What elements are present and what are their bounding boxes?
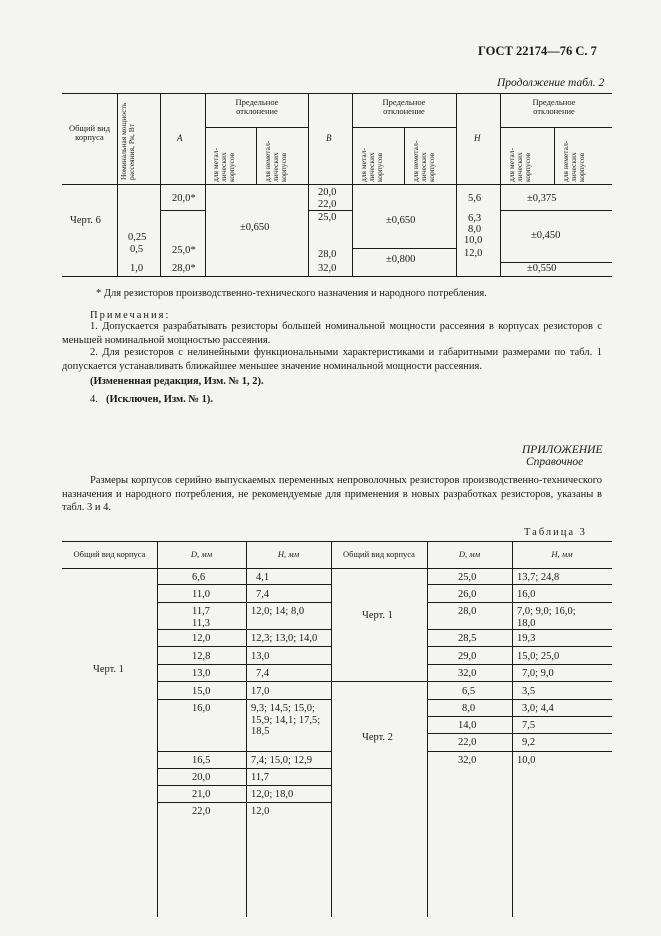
t3-header-body-right: Общий вид корпуса (343, 549, 415, 559)
b-value: 28,0 (318, 249, 337, 260)
t3-left-h: 13,0 (251, 651, 270, 662)
t3-right-d: 32,0 (458, 668, 477, 679)
t3-left-h: 12,0; 14; 8,0 (251, 606, 305, 617)
t3-left-h: 7,4 (256, 589, 270, 600)
t3-left-h: 4,1 (256, 572, 270, 583)
b-deviation: ±0,800 (386, 254, 416, 265)
t3-right-h: 19,3 (517, 633, 536, 644)
t3-left-d: 6,6 (192, 572, 206, 583)
t3-right-h: 7,5 (522, 720, 536, 731)
t3-right-d: 32,0 (458, 755, 477, 766)
b-value: 20,0 (318, 187, 337, 198)
t3-right-d: 8,0 (462, 703, 476, 714)
appendix-subtitle: Справочное (526, 456, 584, 468)
h-value: 6,3 (468, 213, 482, 224)
t3-left-h: 12,0 (251, 806, 270, 817)
t3-left-d: 22,0 (192, 806, 211, 817)
note-1: 1. Допускается разрабатывать резисторы большей номинальной мощности рассеяния в корпусах резисторов с меньшей номинальной мощностью рассеяния. (62, 321, 602, 346)
t3-right-h: 3,5 (522, 686, 536, 697)
t3-right-d: 28,5 (458, 633, 477, 644)
t3-left-h: 7,4; 15,0; 12,9 (251, 755, 312, 766)
a-value: 25,0* (172, 245, 196, 256)
h-value: 5,6 (468, 193, 482, 204)
subheader-metal-a: для метал-лических корпусов (211, 148, 236, 182)
a-value: 28,0* (172, 263, 196, 274)
t3-right-h: 3,0; 4,4 (522, 703, 554, 714)
t3-left-d: 16,5 (192, 755, 211, 766)
h-value: 10,0 (464, 235, 483, 246)
t3-left-h: 17,0 (251, 686, 270, 697)
t3-right-d: 28,0 (458, 606, 477, 617)
page-title: ГОСТ 22174—76 С. 7 (478, 44, 597, 58)
t3-right-h: 7,0; 9,0 (522, 668, 554, 679)
t3-right-d: 25,0 (458, 572, 477, 583)
t3-right-group-1: Черт. 1 (362, 610, 393, 621)
subheader-metal-h: для метал-лических корпусов (507, 148, 532, 182)
group-deviation-a: Предельное отклонение (235, 97, 279, 116)
subheader-nonmetal-b: для неметал-лических корпусов (411, 140, 436, 182)
t3-right-d: 22,0 (458, 737, 477, 748)
t3-right-d: 26,0 (458, 589, 477, 600)
a-deviation: ±0,650 (240, 222, 270, 233)
appendix-title: ПРИЛОЖЕНИЕ (522, 444, 603, 456)
b-value: 32,0 (318, 263, 337, 274)
t3-header-h-right: H, мм (551, 549, 573, 559)
t3-right-h: 13,7; 24,8 (517, 572, 560, 583)
row-label-fig6: Черт. 6 (70, 215, 101, 226)
t3-right-h: 10,0 (517, 755, 536, 766)
appendix-intro: Размеры корпусов серийно выпускаемых переменных непроволочных резисторов производственно-технического назначения и народного потребления, не рекомендуемые для применения в новых разработках резисторов, указаны в табл. 3 и 4. (62, 475, 602, 513)
t3-left-h: 7,4 (256, 668, 270, 679)
t3-left-d: 20,0 (192, 772, 211, 783)
t3-left-d: 11,7 11,3 (192, 606, 210, 629)
t3-left-h: 12,0; 18,0 (251, 789, 294, 800)
t3-header-d-right: D, мм (458, 549, 481, 559)
b-deviation: ±0,650 (386, 215, 416, 226)
col-header-body: Общий вид корпуса (68, 123, 111, 142)
h-value: 12,0 (464, 248, 483, 259)
note-2: 2. Для резисторов с нелинейными функциональными характеристиками и габаритными размерами по табл. 1 допускается устанавливать ближайшее меньшее значение номинальной мощности рассеяния. (62, 347, 602, 372)
t3-left-d: 16,0 (192, 703, 211, 714)
t3-right-h: 16,0 (517, 589, 536, 600)
table-footnote: * Для резисторов производственно-технического назначения и народного потребления. (96, 288, 487, 299)
b-value: 22,0 (318, 199, 337, 210)
notes-title: Примечания: (90, 310, 171, 321)
t3-left-d: 12,8 (192, 651, 211, 662)
group-deviation-h: Предельное отклонение (532, 97, 576, 116)
t3-left-d: 15,0 (192, 686, 211, 697)
item-4-number: 4. (90, 394, 98, 405)
t3-left-group: Черт. 1 (93, 664, 124, 675)
subheader-metal-b: для метал-лических корпусов (359, 148, 384, 182)
col-header-power: Номинальная мощность рассеяния, Pн, Вт (119, 102, 136, 180)
item-4-text: (Исключен, Изм. № 1). (106, 394, 213, 405)
col-header-h: H (474, 133, 481, 143)
subheader-nonmetal-a: для неметал-лических корпусов (263, 140, 288, 182)
t3-right-group-2: Черт. 2 (362, 732, 393, 743)
t3-right-h: 15,0; 25,0 (517, 651, 560, 662)
power-value: 0,5 (130, 244, 144, 255)
h-deviation: ±0,550 (527, 263, 557, 274)
group-deviation-b: Предельное отклонение (382, 97, 426, 116)
table-continuation: Продолжение табл. 2 (497, 77, 605, 89)
h-deviation: ±0,450 (531, 230, 561, 241)
table-3-caption: Таблица 3 (524, 527, 587, 538)
t3-left-d: 12,0 (192, 633, 211, 644)
t3-header-h-left: H, мм (277, 549, 300, 559)
t3-left-h: 11,7 (251, 772, 269, 783)
t3-right-d: 6,5 (462, 686, 476, 697)
power-value: 1,0 (130, 263, 144, 274)
t3-header-d-left: D, мм (190, 549, 213, 559)
h-value: 8,0 (468, 224, 482, 235)
b-value: 25,0 (318, 212, 337, 223)
t3-left-h: 12,3; 13,0; 14,0 (251, 633, 318, 644)
h-deviation: ±0,375 (527, 193, 557, 204)
edition-note: (Измененная редакция, Изм. № 1, 2). (90, 376, 264, 387)
t3-header-body-left: Общий вид корпуса (73, 549, 146, 559)
t3-left-d: 13,0 (192, 668, 211, 679)
t3-left-d: 21,0 (192, 789, 211, 800)
a-value: 20,0* (172, 193, 196, 204)
t3-right-h: 9,2 (522, 737, 536, 748)
col-header-b: B (326, 133, 332, 143)
col-header-a: A (177, 133, 183, 143)
t3-right-d: 14,0 (458, 720, 477, 731)
t3-left-h: 9,3; 14,5; 15,0; 15,9; 14,1; 17,5; 18,5 (251, 703, 321, 737)
power-value: 0,25 (128, 232, 147, 243)
t3-right-d: 29,0 (458, 651, 477, 662)
t3-left-d: 11,0 (192, 589, 210, 600)
t3-right-h: 7,0; 9,0; 16,0; 18,0 (517, 606, 576, 629)
subheader-nonmetal-h: для неметал-лических корпусов (561, 140, 586, 182)
